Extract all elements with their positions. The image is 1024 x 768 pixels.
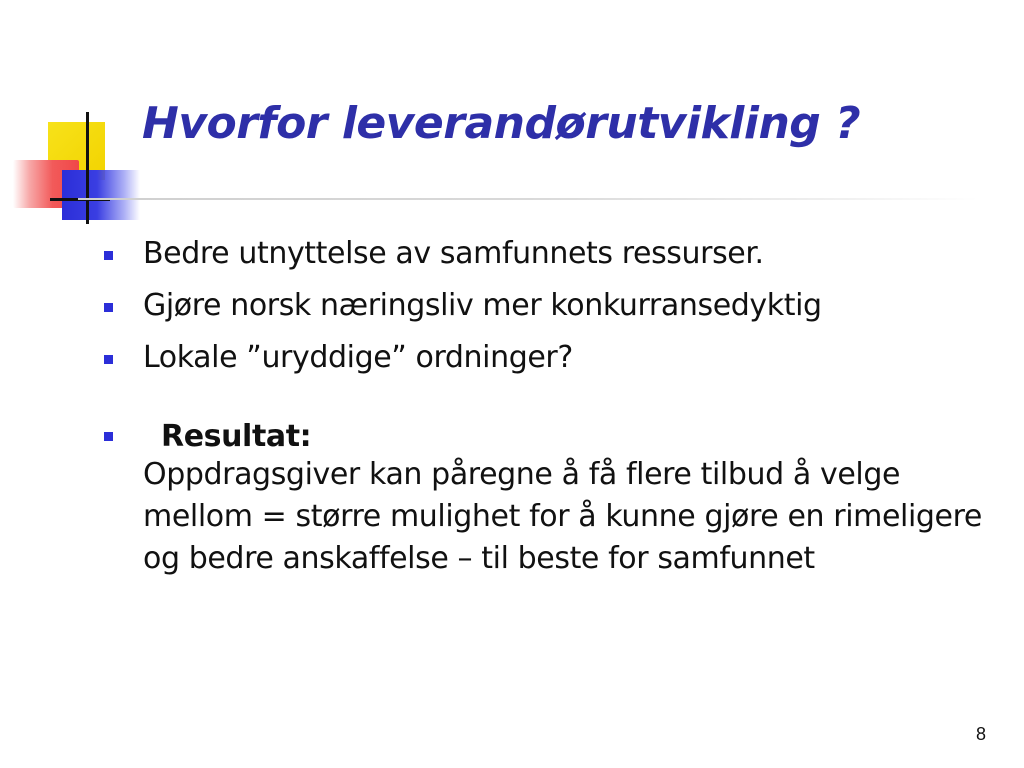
result-label: Resultat:: [161, 419, 312, 454]
square-bullet-icon: [104, 432, 113, 441]
bullet-item: [104, 338, 984, 378]
square-bullet-icon: [104, 355, 113, 364]
logo-vertical-line: [86, 112, 89, 224]
bullet-text: Bedre utnyttelse av samfunnets ressurser.: [143, 236, 764, 271]
bullet-text: Gjøre norsk næringsliv mer konkurransedyktig: [143, 288, 822, 323]
square-bullet-icon: [104, 303, 113, 312]
result-text: Oppdragsgiver kan påregne å få flere tilbud å velge mellom = større mulighet for å kunne gjøre en rimeligere og bedre anskaffelse – til beste for samfunnet: [143, 457, 982, 576]
result-bullet-item: [104, 420, 984, 580]
bullet-text: Lokale ”uryddige” ordninger?: [143, 340, 573, 375]
corner-squares-logo-icon: [0, 0, 160, 240]
slide-title: Hvorfor leverandørutvikling ?: [142, 98, 861, 149]
square-bullet-icon: [104, 251, 113, 260]
bullet-list: [104, 234, 984, 592]
bullet-item: [104, 234, 984, 274]
page-number: 8: [976, 724, 987, 744]
title-divider: [78, 198, 978, 200]
logo-blue-square: [62, 170, 140, 220]
bullet-item: [104, 286, 984, 326]
